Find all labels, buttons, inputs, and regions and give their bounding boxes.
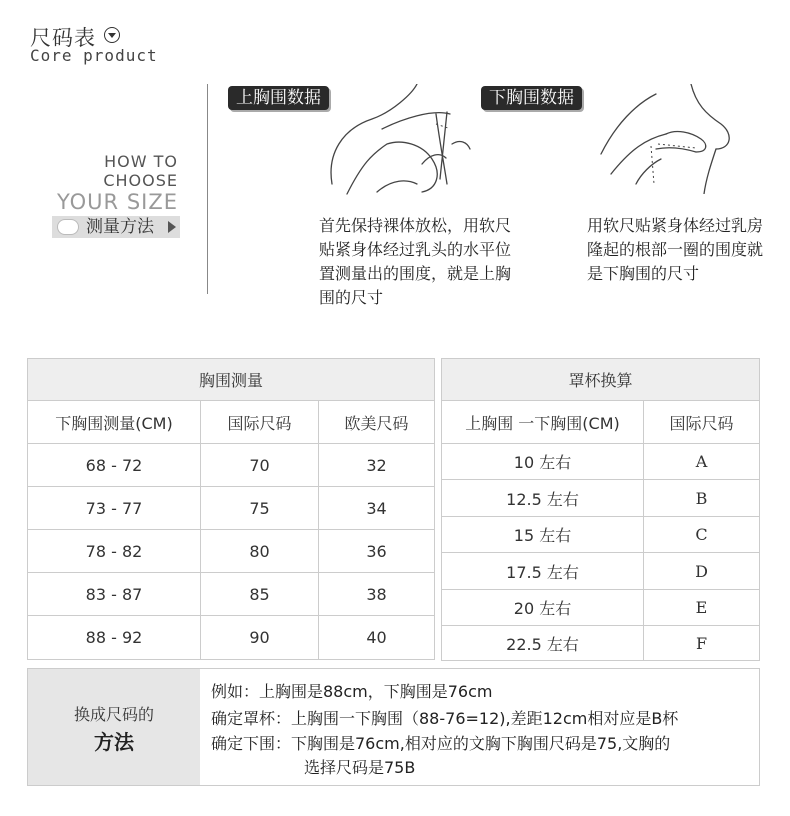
upper-bust-tag: 上胸围数据 bbox=[228, 86, 329, 110]
table1-cell: 83 - 87 bbox=[28, 573, 201, 616]
table1-cell: 38 bbox=[319, 573, 435, 616]
divider bbox=[207, 84, 208, 294]
table1-cell: 75 bbox=[201, 487, 319, 530]
page-title: 尺码表 bbox=[30, 26, 96, 50]
cup-conversion-table bbox=[441, 358, 760, 661]
upper-bust-illustration bbox=[322, 84, 472, 199]
lower-bust-tag: 下胸围数据 bbox=[481, 86, 582, 110]
table-row bbox=[28, 487, 435, 530]
table2-cell: 10 左右 bbox=[442, 444, 644, 480]
example-label-line2: 方法 bbox=[94, 730, 134, 754]
table-row bbox=[28, 573, 435, 616]
table1-cell: 70 bbox=[201, 444, 319, 487]
table-row bbox=[442, 517, 760, 553]
howto-line2: CHOOSE bbox=[103, 171, 178, 190]
example-label-line1: 换成尺码的 bbox=[73, 705, 154, 724]
table1-header: 下胸围测量(CM) bbox=[28, 401, 201, 444]
table2-cell: 20 左右 bbox=[442, 590, 644, 626]
table1-header: 国际尺码 bbox=[201, 401, 319, 444]
bust-measure-table bbox=[27, 358, 435, 660]
example-line1: 例如：上胸围是88cm，下胸围是76cm bbox=[211, 682, 493, 701]
table1-cell: 88 - 92 bbox=[28, 616, 201, 660]
table1-cell: 36 bbox=[319, 530, 435, 573]
table1-cell: 90 bbox=[201, 616, 319, 660]
table2-cell: 22.5 左右 bbox=[442, 626, 644, 661]
table1-cell: 32 bbox=[319, 444, 435, 487]
table2-title: 罩杯换算 bbox=[442, 359, 760, 401]
table1-header: 欧美尺码 bbox=[319, 401, 435, 444]
table2-header: 上胸围 一下胸围(CM) bbox=[442, 401, 644, 444]
example-line3: 确定下围：下胸围是76cm,相对应的文胸下胸围尺码是75,文胸的 bbox=[211, 734, 671, 753]
table1-cell: 80 bbox=[201, 530, 319, 573]
howto-line1: HOW TO bbox=[104, 152, 178, 171]
lower-bust-illustration bbox=[596, 84, 736, 194]
table2-cell: F bbox=[644, 626, 760, 661]
table2-cell: 17.5 左右 bbox=[442, 553, 644, 590]
howto-line3: YOUR SIZE bbox=[56, 190, 178, 214]
page-subtitle: Core product bbox=[30, 46, 158, 65]
upper-bust-description: 首先保持裸体放松，用软尺贴紧身体经过乳头的水平位置测量出的围度，就是上胸围的尺寸 bbox=[319, 216, 512, 307]
table2-cell: 12.5 左右 bbox=[442, 480, 644, 517]
play-arrow-icon bbox=[168, 221, 176, 233]
tape-measure-icon bbox=[57, 219, 79, 235]
table2-cell: C bbox=[644, 517, 760, 553]
table1-cell: 78 - 82 bbox=[28, 530, 201, 573]
table-row bbox=[442, 626, 760, 661]
table2-header: 国际尺码 bbox=[644, 401, 760, 444]
table-row bbox=[442, 444, 760, 480]
circle-down-arrow-icon bbox=[104, 27, 120, 43]
table-row bbox=[28, 444, 435, 487]
table1-cell: 34 bbox=[319, 487, 435, 530]
table-row bbox=[442, 590, 760, 626]
table2-cell: B bbox=[644, 480, 760, 517]
table1-cell: 68 - 72 bbox=[28, 444, 201, 487]
table2-cell: D bbox=[644, 553, 760, 590]
table1-cell: 73 - 77 bbox=[28, 487, 201, 530]
table1-title: 胸围测量 bbox=[28, 359, 435, 401]
table-row bbox=[28, 616, 435, 660]
table-row bbox=[28, 530, 435, 573]
example-line2: 确定罩杯：上胸围一下胸围（88-76=12),差距12cm相对应是B杯 bbox=[211, 709, 679, 728]
example-line4: 选择尺码是75B bbox=[304, 758, 416, 777]
table2-cell: 15 左右 bbox=[442, 517, 644, 553]
table1-cell: 85 bbox=[201, 573, 319, 616]
table2-cell: E bbox=[644, 590, 760, 626]
table-row bbox=[442, 553, 760, 590]
lower-bust-description: 用软尺贴紧身体经过乳房隆起的根部一圈的围度就是下胸围的尺寸 bbox=[587, 216, 764, 283]
table1-cell: 40 bbox=[319, 616, 435, 660]
measure-method-label: 测量方法 bbox=[86, 217, 154, 237]
table2-cell: A bbox=[644, 444, 760, 480]
table-row bbox=[442, 480, 760, 517]
